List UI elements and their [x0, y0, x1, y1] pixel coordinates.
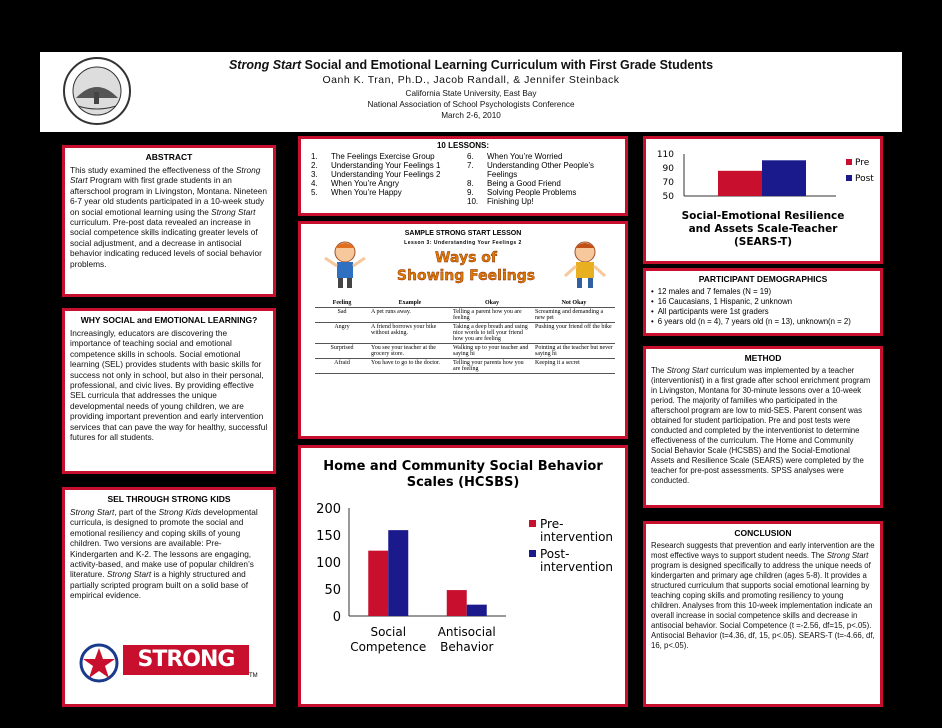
feelings-column-header: Okay [451, 299, 533, 308]
method-panel [643, 346, 883, 508]
feelings-table-cell: Telling a parent how you are feeling [451, 308, 533, 323]
lesson-label: When You’re Happy [331, 188, 402, 197]
poster-authors: Oanh K. Tran, Ph.D., Jacob Randall, & Jennifer Steinback [322, 74, 620, 86]
y-tick-label: 150 [316, 529, 341, 544]
lesson-number: 3. [311, 170, 318, 179]
legend-swatch [846, 175, 852, 181]
lesson-item [467, 179, 617, 188]
lesson-number: 5. [311, 188, 318, 197]
feelings-table-cell: You have to go to the doctor. [369, 359, 451, 374]
lesson-number: 7. [467, 161, 474, 170]
y-tick-label: 50 [662, 192, 674, 202]
feelings-table-cell: You see your teacher at the grocery store. [369, 344, 451, 359]
lesson-item [467, 188, 617, 197]
feelings-column-header: Not Okay [533, 299, 615, 308]
feelings-table-row [315, 344, 615, 359]
legend-label: Post- [540, 547, 570, 561]
sample-headline-line2: Showing Feelings [396, 268, 536, 284]
lessons-panel [298, 136, 628, 216]
lesson-label: Understanding Other People’s Feelings [487, 161, 595, 179]
sears-chart [646, 139, 880, 261]
poster-conference: National Association of School Psychologists Conference [367, 100, 575, 109]
demographics-text: 16 Caucasians, 1 Hispanic, 2 unknown [657, 297, 793, 306]
y-tick-label: 0 [332, 610, 341, 625]
hcsbs-chart-panel [298, 445, 628, 707]
why-sel-text: Increasingly, educators are discovering the importance of teaching social and emotional competence skills in schools. Social emotional learning (SEL) provides students with basic skills for success not only in school, but also in their personal, professional, and civic lives. By providing effective SEL curricula that addresses the unique developmental needs of young children, we are providing important prevention and early intervention services that can pave the way for healthy, successful futures for all students. [70, 328, 268, 443]
bar [718, 171, 762, 196]
feelings-table-header [315, 299, 615, 308]
x-tick-label: Antisocial [437, 625, 496, 639]
bar [467, 605, 487, 616]
feelings-table-row [315, 359, 615, 374]
why-sel-panel [62, 308, 276, 474]
legend-label: intervention [540, 560, 614, 574]
sel-strong-kids-text: Strong Start, part of the Strong Kids developmental curricula, is designed to promote the social and emotional resiliency and coping skills of young children. Two versions are available: Pre-Kindergarten and K-2. The lessons are engaging, activity-based, and make use of popular children’s literature. Strong Start is a highly structured and partially scripted program built on a solid base of empirical evidence. [70, 507, 258, 601]
lesson-number: 4. [311, 179, 318, 188]
bar [762, 160, 806, 196]
bar [447, 590, 467, 616]
legend-swatch [846, 159, 852, 165]
demographics-item [651, 317, 875, 327]
demographics-title: PARTICIPANT DEMOGRAPHICS [698, 274, 828, 284]
demographics-item [651, 287, 875, 297]
legend-swatch [529, 520, 536, 527]
demographics-text: 6 years old (n = 4), 7 years old (n = 13), unknown(n = 2) [657, 317, 851, 326]
feelings-table-cell: Keeping it a secret [533, 359, 615, 374]
lesson-item [467, 152, 617, 161]
x-tick-label: Behavior [440, 640, 494, 654]
why-sel-title: WHY SOCIAL and EMOTIONAL LEARNING? [80, 315, 258, 325]
bullet-icon: • [651, 297, 654, 306]
demographics-list [646, 287, 880, 327]
poster-date: March 2-6, 2010 [441, 111, 501, 120]
legend-label: Pre [855, 158, 870, 168]
lesson-number: 1. [311, 152, 318, 161]
feelings-table-cell: Pointing at the teacher but never saying hi [533, 344, 615, 359]
demographics-item [651, 307, 875, 317]
lesson-item [311, 188, 440, 197]
feelings-table-cell: Afraid [315, 359, 369, 374]
lesson-item [311, 179, 440, 188]
method-text: The Strong Start curriculum was implemented by a teacher (interventionist) in a first grade after school enrichment program in Livingston, Montana for 30-minute lessons over a 10-week period. The majority of families who participated in the afterschool program are low to mid-SES. Parent consent was obtained for student participation. Pre and post tests were conducted and completed by the interventionist to determine effectiveness of the curriculum. The Home and Community Social Behavior Scale (HCSBS) and the Social-Emotional Assets and Resilience Scale (SEARS) were completed by the teacher for pre-post assessments. SPSS analyses were conducted. [651, 366, 871, 485]
feelings-table-wrap [315, 299, 615, 374]
demographics-text: 12 males and 7 females (N = 19) [657, 287, 772, 296]
lesson-item [311, 161, 440, 170]
star-logo-icon [79, 643, 119, 683]
hcsbs-chart [301, 448, 625, 704]
lesson-number: 9. [467, 188, 474, 197]
abstract-title: ABSTRACT [145, 152, 193, 162]
feelings-table-cell: A friend borrows your bike without asking. [369, 323, 451, 344]
conclusion-panel [643, 521, 883, 707]
poster-title: Strong Start Social and Emotional Learning Curriculum with First Grade Students [228, 58, 714, 72]
y-tick-label: 90 [662, 164, 674, 174]
feelings-table-cell: Surprised [315, 344, 369, 359]
y-tick-label: 200 [316, 502, 341, 517]
lesson-number: 2. [311, 161, 318, 170]
sample-lesson-panel [298, 221, 628, 439]
bullet-icon: • [651, 287, 654, 296]
feelings-table-cell: Telling your parents how you are feeling [451, 359, 533, 374]
chart-title-line: and Assets Scale-Teacher [688, 223, 838, 235]
feelings-table-cell: Walking up to your teacher and saying hi [451, 344, 533, 359]
chart-title-line: Social-Emotional Resilience [681, 210, 845, 222]
chart-title-line2: Scales (HCSBS) [406, 475, 520, 490]
sel-strong-kids-panel [62, 487, 276, 707]
lesson-label: Finishing Up! [487, 197, 534, 206]
demographics-text: All participants were 1st graders [657, 307, 769, 316]
sample-lesson-title: SAMPLE STRONG START LESSON [404, 230, 522, 237]
conclusion-text: Research suggests that prevention and early intervention are the most effective ways to support student needs. The Strong Start program is designed specifically to address the unique needs of kindergarten and primary age children (ages 5-8). It provides a structured curriculum that supports social emotional learning by teaching coping skills and promoting resiliency to young children. Analyses from this 10-week implementation indicate an overall increase in social competence skills and decrease in antisocial behavior. Social Competence (t =-2.56, df=15, p<.05). Antisocial Behavior (t=4.36, df, 15, p<.05). SEARS-T (t=-4.66, df, 16, p<.05). [651, 541, 875, 650]
abstract-text: This study examined the effectiveness of the Strong Start Program with first grade students in an afterschool program in Livingston, Montana. Nineteen 6-7 year old students participated in a 10-week study on social emotional learning using the Strong Start curriculum. Pre-post data revealed an increase in social competence skills indicating greater levels of social adjustment, and a decrease in antisocial behavior indicating reduced levels of social behavior problems. [70, 165, 267, 269]
poster-university: California State University, East Bay [405, 89, 537, 98]
abstract-panel [62, 145, 276, 297]
bullet-icon: • [651, 307, 654, 316]
lesson-item [311, 152, 440, 161]
legend-label: intervention [540, 530, 614, 544]
x-tick-label: Social [370, 625, 407, 639]
lesson-number: 10. [467, 197, 479, 206]
lesson-item [467, 161, 617, 179]
lesson-item [467, 197, 617, 206]
feelings-table [315, 299, 615, 374]
lesson-label: When You’re Worried [487, 152, 563, 161]
feelings-column-header: Feeling [315, 299, 369, 308]
feelings-table-cell: Angry [315, 323, 369, 344]
lesson-label: When You’re Angry [331, 179, 400, 188]
y-tick-label: 100 [316, 556, 341, 571]
method-title: METHOD [744, 353, 782, 363]
legend-label: Pre- [540, 517, 564, 531]
bullet-icon: • [651, 317, 654, 326]
legend-swatch [529, 550, 536, 557]
lesson-label: Understanding Your Feelings 1 [331, 161, 441, 170]
lesson-label: The Feelings Exercise Group [331, 152, 435, 161]
header [40, 52, 902, 132]
y-tick-label: 70 [662, 178, 674, 188]
sel-strong-kids-title: SEL THROUGH STRONG KIDS [107, 494, 231, 504]
lessons-list-left [311, 152, 440, 197]
bar [368, 551, 388, 616]
feelings-table-cell: Sad [315, 308, 369, 323]
demographics-item [651, 297, 875, 307]
feelings-table-row [315, 323, 615, 344]
strong-kids-logo [79, 643, 259, 702]
chart-title-line: (SEARS-T) [733, 236, 793, 248]
strong-kids-wordmark: STRONG KIDS [123, 645, 249, 675]
demographics-panel [643, 268, 883, 336]
child-illustration-2-icon [563, 238, 607, 290]
feelings-table-cell: Pushing your friend off the bike [533, 323, 615, 344]
chart-title-line1: Home and Community Social Behavior [323, 459, 603, 474]
x-tick-label: Competence [350, 640, 427, 654]
lesson-label: Being a Good Friend [487, 179, 561, 188]
sample-lesson-subtitle: Lesson 3: Understanding Your Feelings 2 [404, 240, 522, 246]
legend-label: Post [855, 174, 874, 184]
lesson-number: 8. [467, 179, 474, 188]
child-illustration-icon [323, 238, 367, 290]
lesson-label: Understanding Your Feelings 2 [331, 170, 441, 179]
lessons-title: 10 LESSONS: [436, 141, 489, 150]
trademark-label: TM [249, 673, 258, 679]
bar [388, 530, 408, 616]
sears-chart-panel [643, 136, 883, 264]
y-tick-label: 110 [656, 150, 674, 160]
feelings-table-row [315, 308, 615, 323]
y-tick-label: 50 [324, 583, 341, 598]
lessons-list-right [467, 152, 617, 206]
feelings-table-cell: Taking a deep breath and using nice words to tell your friend how you are feeling [451, 323, 533, 344]
lesson-label: Solving People Problems [487, 188, 577, 197]
conclusion-title: CONCLUSION [734, 528, 792, 538]
feelings-column-header: Example [369, 299, 451, 308]
lesson-item [311, 170, 440, 179]
feelings-table-cell: A pet runs away. [369, 308, 451, 323]
lesson-number: 6. [467, 152, 474, 161]
feelings-table-cell: Screaming and demanding a new pet [533, 308, 615, 323]
sample-headline-line1: Ways of [434, 250, 497, 266]
